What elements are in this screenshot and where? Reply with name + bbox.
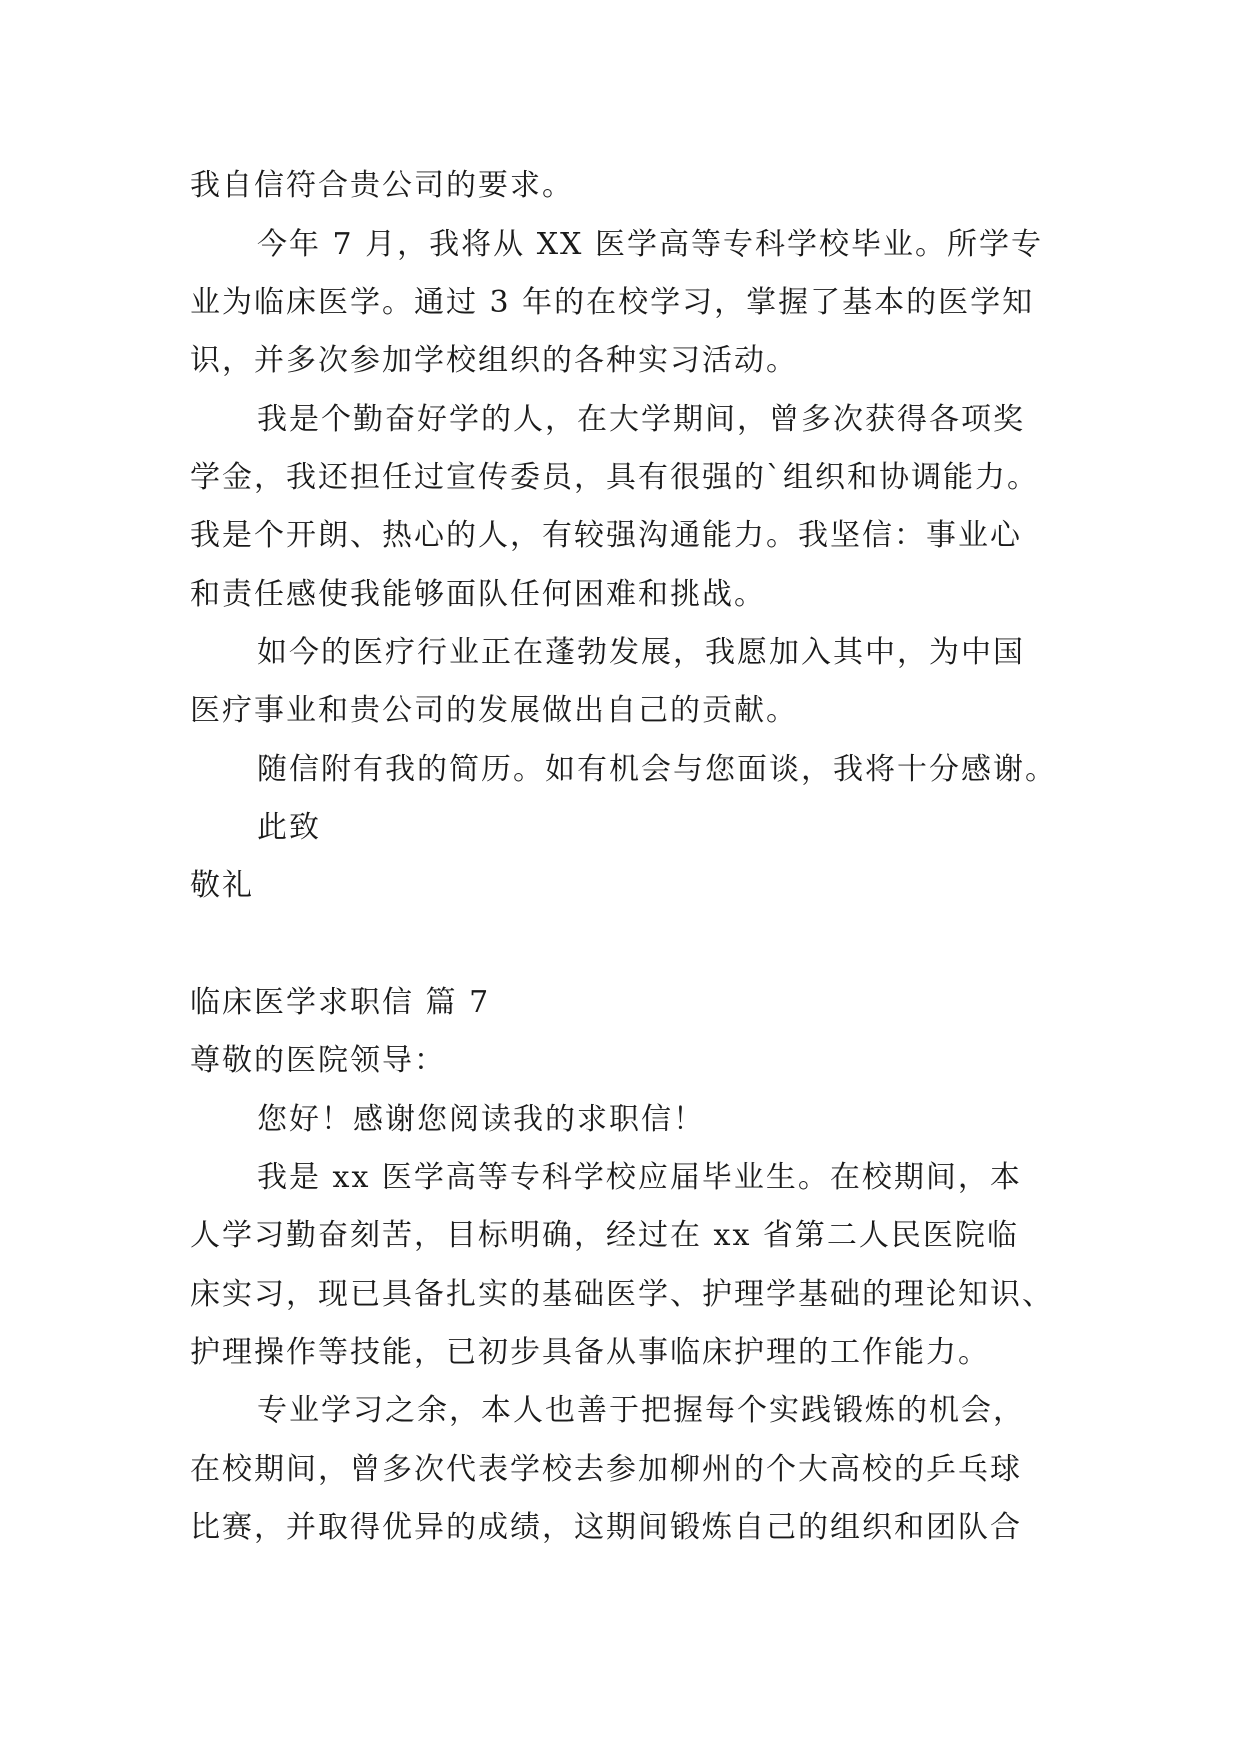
text-line: 比赛，并取得优异的成绩，这期间锻炼自己的组织和团队合: [190, 1510, 1022, 1545]
text-line: 和责任感使我能够面队任何困难和挑战。: [190, 577, 766, 612]
paragraph-start: 我是个勤奋好学的人，在大学期间，曾多次获得各项奖: [257, 402, 1025, 437]
paragraph-start: 专业学习之余，本人也善于把握每个实践锻炼的机会，: [257, 1393, 1025, 1428]
closing-regards: 敬礼: [190, 868, 254, 903]
paragraph-start: 今年 7 月，我将从 XX 医学高等专科学校毕业。所学专: [257, 227, 1043, 262]
text-line: 识，并多次参加学校组织的各种实习活动。: [190, 343, 798, 378]
closing-salutation: 此致: [257, 810, 321, 845]
text-line: 在校期间，曾多次代表学校去参加柳州的个大高校的乒乓球: [190, 1452, 1022, 1487]
section-heading: 临床医学求职信 篇 7: [190, 985, 491, 1020]
text-line: 护理操作等技能，已初步具备从事临床护理的工作能力。: [190, 1335, 990, 1370]
paragraph-start: 随信附有我的简历。如有机会与您面谈，我将十分感谢。: [257, 752, 1057, 787]
text-line: 床实习，现已具备扎实的基础医学、护理学基础的理论知识、: [190, 1277, 1054, 1312]
greeting: 尊敬的医院领导：: [190, 1043, 446, 1078]
text-line: 我是个开朗、热心的人，有较强沟通能力。我坚信：事业心: [190, 518, 1022, 553]
paragraph-start: 如今的医疗行业正在蓬勃发展，我愿加入其中，为中国: [257, 635, 1025, 670]
text-line: 学金，我还担任过宣传委员，具有很强的`组织和协调能力。: [190, 460, 1039, 495]
text-line: 我自信符合贵公司的要求。: [190, 168, 574, 203]
paragraph-start: 我是 xx 医学高等专科学校应届毕业生。在校期间，本: [257, 1160, 1022, 1195]
text-line: 业为临床医学。通过 3 年的在校学习，掌握了基本的医学知: [190, 285, 1035, 320]
paragraph-start: 您好！感谢您阅读我的求职信！: [257, 1102, 705, 1137]
text-line: 人学习勤奋刻苦，目标明确，经过在 xx 省第二人民医院临: [190, 1218, 1019, 1253]
text-line: 医疗事业和贵公司的发展做出自己的贡献。: [190, 693, 798, 728]
